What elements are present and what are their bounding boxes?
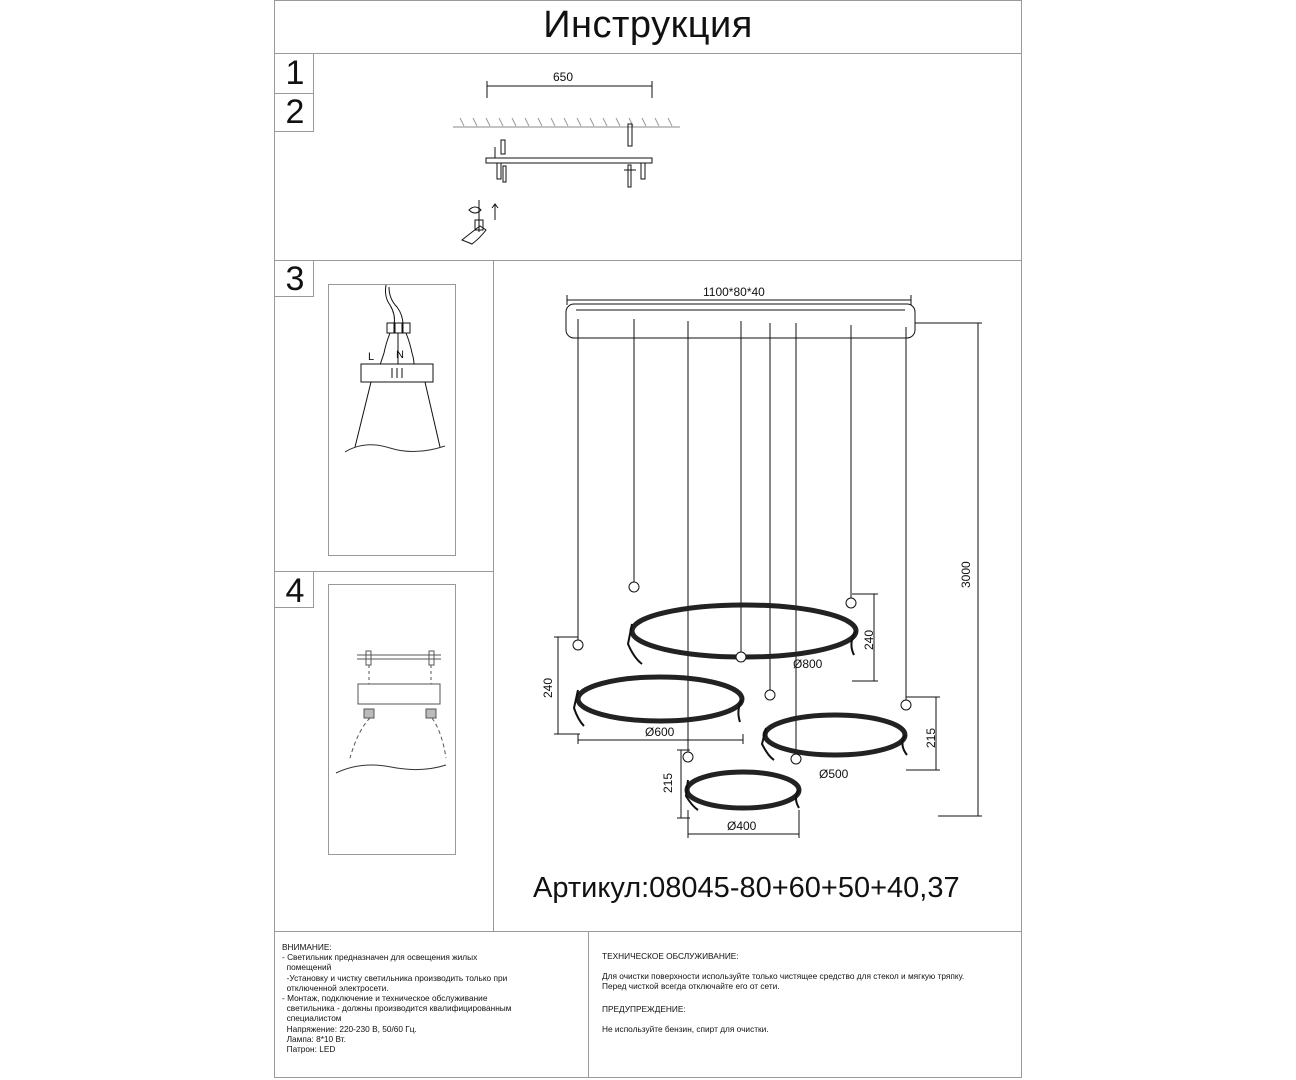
step-number-4: 4: [285, 572, 305, 610]
wiring-diagram: [345, 285, 445, 452]
wire-neutral-label: N: [396, 349, 404, 361]
warning-line: Лампа: 8*10 Вт.: [282, 1033, 346, 1044]
article-number: [533, 870, 960, 906]
maintenance-line: Для очистки поверхности используйте только чистящее средство для стекол и мягкую тряпку.: [602, 971, 965, 982]
warning-notes: [282, 942, 584, 1054]
maintenance-notes: [602, 951, 1017, 1034]
ring-height-800-label: 240: [862, 629, 876, 650]
step-number-1: 1: [285, 54, 305, 92]
warning-line: отключенной электросети.: [282, 982, 389, 993]
warning-line: Патрон: LED: [282, 1044, 336, 1055]
step-number-3: 3: [285, 260, 305, 298]
caution-text: Не используйте бензин, спирт для очистки.: [602, 1023, 769, 1034]
article-label: Артикул:: [533, 872, 650, 904]
ring-height-400-label: 215: [661, 772, 675, 793]
chandelier-diagram: [554, 295, 982, 838]
caution-heading: ПРЕДУПРЕЖДЕНИЕ:: [602, 1003, 686, 1014]
warning-line: помещений: [282, 962, 332, 973]
page-title: Инструкция: [543, 4, 753, 46]
warning-heading: ВНИМАНИЕ:: [282, 942, 332, 952]
article-value: 08045-80+60+50+40,37: [649, 872, 960, 904]
warning-line: Напряжение: 220-230 В, 50/60 Гц.: [282, 1023, 417, 1034]
warning-line: специалистом: [282, 1013, 342, 1024]
maintenance-heading: ТЕХНИЧЕСКОЕ ОБСЛУЖИВАНИЕ:: [602, 951, 739, 961]
warning-line: - Светильник предназначен для освещения жилых: [282, 952, 478, 963]
canopy-size-label: 1100*80*40: [703, 285, 765, 299]
mount-width-label: 650: [553, 70, 574, 84]
ring-diameter-500-label: Ø500: [819, 767, 849, 781]
ring-diameter-600-label: Ø600: [645, 725, 675, 739]
ring-diameter-400-label: Ø400: [727, 819, 757, 833]
mounting-diagram: [336, 651, 446, 773]
warning-line: - Монтаж, подключение и техническое обслуживание: [282, 993, 488, 1004]
ring-height-600-label: 240: [541, 677, 555, 698]
maintenance-line: Перед чисткой всегда отключайте его от сети.: [602, 981, 780, 992]
ring-diameter-800-label: Ø800: [793, 657, 823, 671]
warning-line: -Установку и чистку светильника производить только при: [282, 972, 508, 983]
wire-live-label: L: [368, 351, 375, 363]
warning-line: светильника - должны производится квалифицированным: [282, 1003, 512, 1014]
step-number-2: 2: [285, 93, 305, 131]
mounting-plate-diagram: [453, 81, 680, 244]
total-height-label: 3000: [959, 561, 973, 588]
ring-height-500-label: 215: [924, 727, 938, 748]
